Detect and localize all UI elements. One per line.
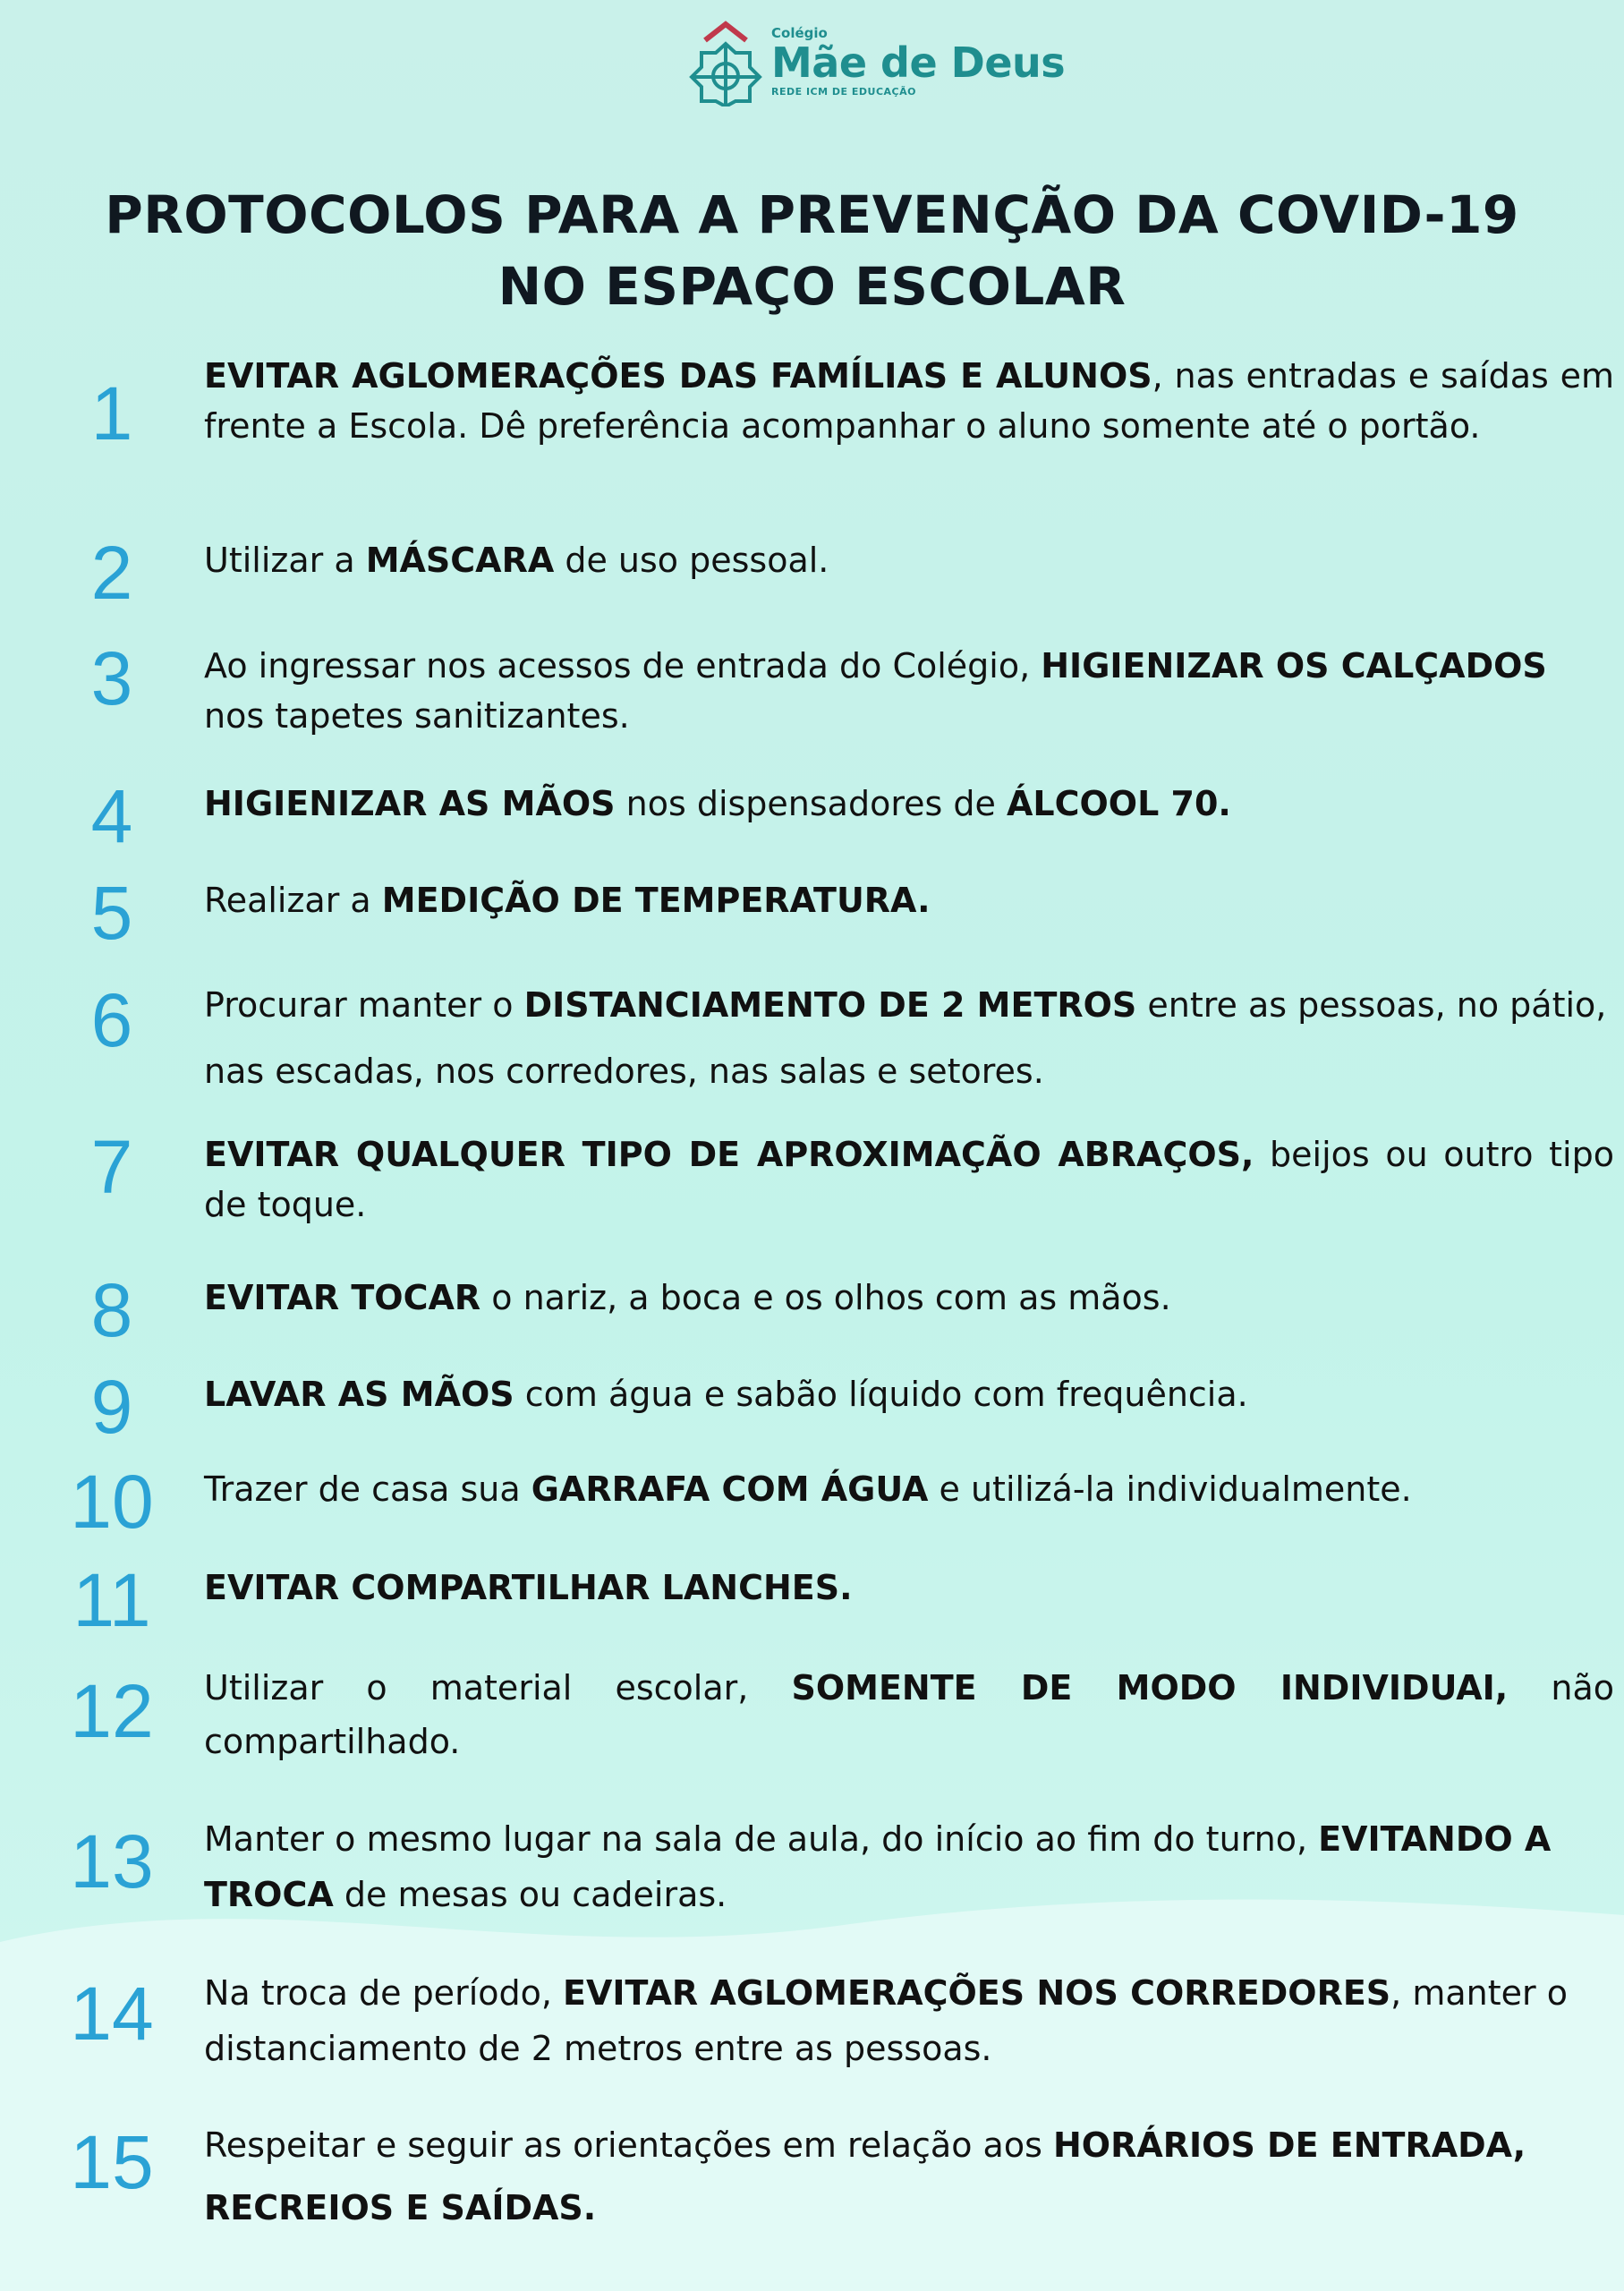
protocol-text-emphasis: LAVAR AS MÃOS xyxy=(204,1375,514,1414)
page-title xyxy=(0,179,1624,322)
protocol-text xyxy=(204,2114,1614,2239)
protocol-number: 4 xyxy=(90,774,133,858)
protocol-text xyxy=(204,1273,1614,1323)
protocol-text-segment: Ao ingressar nos acessos de entrada do Colégio, xyxy=(204,646,1042,686)
protocol-number: 10 xyxy=(70,1460,154,1544)
protocol-number: 12 xyxy=(70,1669,154,1753)
logo-network-label: REDE ICM DE EDUCAÇÃO xyxy=(771,86,916,98)
protocol-text-emphasis: ÁLCOOL 70. xyxy=(1006,784,1231,823)
protocol-text-emphasis: GARRAFA COM ÁGUA xyxy=(531,1469,929,1509)
protocol-text-emphasis: HORÁRIOS DE ENTRADA, RECREIOS E SAÍDAS. xyxy=(204,2125,1526,2227)
protocol-text xyxy=(204,1965,1614,2076)
protocol-text-segment: nos tapetes sanitizantes. xyxy=(204,696,630,736)
protocol-text xyxy=(204,535,1614,585)
protocol-number: 15 xyxy=(70,2120,154,2204)
protocol-text-emphasis: EVITAR QUALQUER TIPO DE APROXIMAÇÃO ABRAÇOS, xyxy=(204,1135,1254,1174)
protocol-text-emphasis: DISTANCIAMENTO DE 2 METROS xyxy=(523,985,1137,1025)
protocol-text xyxy=(204,779,1614,829)
page-title-line-2: NO ESPAÇO ESCOLAR xyxy=(497,256,1127,317)
protocol-text-segment: Na troca de período, xyxy=(204,1973,564,2013)
protocol-number: 3 xyxy=(90,636,133,720)
protocol-text xyxy=(204,1563,1614,1613)
protocol-text-segment: nos dispensadores de xyxy=(615,784,1007,823)
protocol-number: 6 xyxy=(90,978,133,1062)
protocol-number: 2 xyxy=(90,531,133,615)
protocol-text-emphasis: MÁSCARA xyxy=(365,541,555,580)
protocol-text-segment: com água e sabão líquido com frequência. xyxy=(514,1375,1248,1414)
protocol-number: 5 xyxy=(90,871,133,955)
school-logo xyxy=(687,13,1065,111)
protocol-text-emphasis: HIGIENIZAR OS CALÇADOS xyxy=(1041,646,1547,686)
protocol-text-segment: de mesas ou cadeiras. xyxy=(333,1875,727,1914)
protocol-text-emphasis: EVITAR COMPARTILHAR LANCHES. xyxy=(204,1568,853,1607)
protocol-text-segment: Utilizar a xyxy=(204,541,366,580)
protocol-number: 1 xyxy=(90,371,133,456)
protocol-text-emphasis: EVITAR AGLOMERAÇÕES DAS FAMÍLIAS E ALUNOS xyxy=(204,356,1152,396)
protocol-text-emphasis: HIGIENIZAR AS MÃOS xyxy=(204,784,616,823)
protocol-text-emphasis: SOMENTE DE MODO INDIVIDUAI, xyxy=(791,1668,1509,1708)
protocol-text-segment: , manter o distanciamento de 2 metros entre as pessoas. xyxy=(204,1973,1568,2068)
protocol-text-segment: Manter o mesmo lugar na sala de aula, do início ao fim do turno, xyxy=(204,1819,1319,1859)
protocol-text-segment: de uso pessoal. xyxy=(554,541,829,580)
protocol-text xyxy=(204,351,1614,451)
protocol-text-segment: Procurar manter o xyxy=(204,985,524,1025)
protocol-text-emphasis: EVITAR TOCAR xyxy=(204,1278,481,1317)
logo-school-name: Mãe de Deus xyxy=(771,38,1066,87)
protocol-text xyxy=(204,1464,1614,1514)
protocol-number: 9 xyxy=(90,1365,133,1449)
protocol-text-segment: entre as pessoas, no pátio, nas escadas, nos corredores, nas salas e setores. xyxy=(204,985,1607,1091)
protocol-text-segment: e utilizá-la individualmente. xyxy=(928,1469,1412,1509)
protocol-text xyxy=(204,641,1614,741)
protocol-text-emphasis: EVITANDO A TROCA xyxy=(204,1819,1552,1914)
protocol-text xyxy=(204,972,1614,1104)
protocol-text xyxy=(204,1661,1614,1768)
protocol-text-segment: Realizar a xyxy=(204,881,382,920)
protocol-text-emphasis: EVITAR AGLOMERAÇÕES NOS CORREDORES xyxy=(563,1973,1391,2013)
protocol-text-segment: , nas entradas e saídas em frente a Escola. Dê preferência acompanhar o aluno somente até o portão. xyxy=(204,356,1614,446)
protocol-text xyxy=(204,1369,1614,1419)
protocol-text-segment: Respeitar e seguir as orientações em relação aos xyxy=(204,2125,1053,2165)
protocol-text xyxy=(204,1129,1614,1230)
protocol-text xyxy=(204,1811,1614,1922)
protocol-text-segment: Utilizar o material escolar, xyxy=(204,1668,792,1708)
protocol-number: 14 xyxy=(70,1972,154,2056)
protocol-number: 7 xyxy=(90,1125,133,1209)
protocol-number: 8 xyxy=(90,1268,133,1352)
protocol-text-emphasis: MEDIÇÃO DE TEMPERATURA. xyxy=(381,881,931,920)
page-title-line-1: PROTOCOLOS PARA A PREVENÇÃO DA COVID-19 xyxy=(105,184,1519,245)
logo-emblem-icon xyxy=(687,17,764,106)
protocol-number: 13 xyxy=(70,1819,154,1903)
protocol-text-segment: o nariz, a boca e os olhos com as mãos. xyxy=(480,1278,1171,1317)
protocol-text-segment: beijos ou outro tipo de toque. xyxy=(204,1135,1614,1224)
protocol-text xyxy=(204,875,1614,925)
protocol-text-segment: não compartilhado. xyxy=(204,1668,1614,1761)
logo-college-label: Colégio xyxy=(771,25,828,41)
protocol-text-segment: Trazer de casa sua xyxy=(204,1469,531,1509)
protocol-number: 11 xyxy=(72,1558,151,1642)
